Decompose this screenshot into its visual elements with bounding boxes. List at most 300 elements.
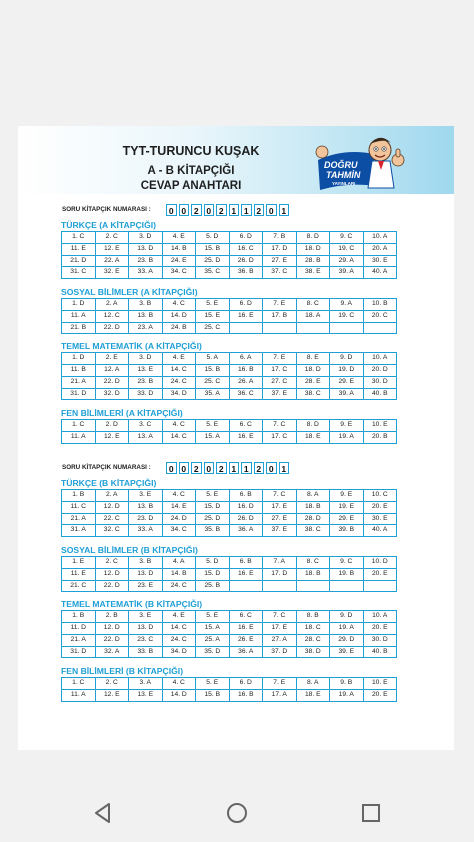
code-digit: 2 xyxy=(191,462,202,474)
table-row xyxy=(62,634,397,646)
answer-cell: 19. A xyxy=(330,690,364,702)
answer-cell: 7. E xyxy=(263,299,297,311)
answer-cell: 38. C xyxy=(296,388,330,400)
answer-cell: 28. D xyxy=(296,513,330,525)
answer-cell: 27. E xyxy=(263,255,297,267)
answer-cell: 3. C xyxy=(129,420,163,432)
code-digit: 1 xyxy=(279,204,290,216)
code-digit: 0 xyxy=(166,462,177,474)
section-title: FEN BİLİMLERİ (B KİTAPÇIĞI) xyxy=(61,666,184,677)
answer-cell: 23. D xyxy=(129,513,163,525)
answer-cell: 9. C xyxy=(330,232,364,244)
answer-cell: 18. B xyxy=(296,501,330,513)
table-row xyxy=(62,310,397,322)
answer-cell: 31. D xyxy=(62,388,96,400)
answer-cell: 6. D xyxy=(229,232,263,244)
answer-cell: 3. E xyxy=(129,490,163,502)
answer-cell: 22. D xyxy=(95,376,129,388)
answer-cell: 7. E xyxy=(263,678,297,690)
answer-cell: 9. E xyxy=(330,420,364,432)
answer-cell: 28. E xyxy=(296,376,330,388)
answer-cell: 12. E xyxy=(95,243,129,255)
answer-cell: 37. D xyxy=(263,646,297,658)
answer-cell: 33. A xyxy=(129,525,163,537)
answer-cell: 23. A xyxy=(129,322,163,334)
recents-square-icon[interactable] xyxy=(356,798,386,828)
answer-cell: 21. A xyxy=(62,634,96,646)
answer-cell: 40. B xyxy=(363,646,397,658)
answer-cell: 7. B xyxy=(263,232,297,244)
answer-cell: 21. C xyxy=(62,580,96,592)
answer-cell: 17. B xyxy=(263,310,297,322)
answer-cell: 33. D xyxy=(129,388,163,400)
answer-cell: 37. E xyxy=(263,525,297,537)
answer-cell: 11. C xyxy=(62,501,96,513)
answer-cell: 9. B xyxy=(330,678,364,690)
answer-cell: 13. E xyxy=(129,365,163,377)
answer-cell: 1. D xyxy=(62,353,96,365)
answer-cell: 38. E xyxy=(296,267,330,279)
code-digit: 0 xyxy=(266,462,277,474)
answer-cell: 20. E xyxy=(363,501,397,513)
answer-cell: 21. A xyxy=(62,376,96,388)
answer-cell: 9. A xyxy=(330,299,364,311)
answer-section xyxy=(61,545,397,592)
answer-cell: 20. E xyxy=(363,568,397,580)
table-row xyxy=(62,232,397,244)
answer-cell: 14. C xyxy=(162,365,196,377)
answer-cell: 25. D xyxy=(196,255,230,267)
answer-cell: 27. E xyxy=(263,513,297,525)
answer-cell: 5. D xyxy=(196,557,230,569)
answer-cell: 12. A xyxy=(95,365,129,377)
answer-cell: 28. C xyxy=(296,634,330,646)
answer-cell: 36. B xyxy=(229,267,263,279)
answer-cell: 3. A xyxy=(129,678,163,690)
answer-cell: 2. D xyxy=(95,420,129,432)
answer-cell: 13. D xyxy=(129,623,163,635)
answer-cell: 5. E xyxy=(196,611,230,623)
answer-cell: 1. D xyxy=(62,299,96,311)
answer-cell: 33. B xyxy=(129,646,163,658)
answer-cell: 4. C xyxy=(162,420,196,432)
answer-cell: 10. E xyxy=(363,420,397,432)
answer-cell: 6. C xyxy=(229,611,263,623)
answer-cell xyxy=(330,580,364,592)
code-digit: 1 xyxy=(241,462,252,474)
answer-cell: 17. C xyxy=(263,365,297,377)
answer-cell: 20. B xyxy=(363,432,397,444)
table-row xyxy=(62,678,397,690)
answer-table xyxy=(61,419,397,444)
answer-cell: 10. D xyxy=(363,557,397,569)
answer-cell: 17. A xyxy=(263,690,297,702)
answer-cell: 34. C xyxy=(162,267,196,279)
answer-cell: 20. E xyxy=(363,690,397,702)
answer-cell: 4. A xyxy=(162,557,196,569)
answer-cell: 2. C xyxy=(95,678,129,690)
answer-cell xyxy=(263,322,297,334)
answer-cell: 6. D xyxy=(229,299,263,311)
answer-cell: 31. D xyxy=(62,646,96,658)
logo-word-yayinlari: YAYINLARI xyxy=(332,181,356,186)
answer-cell: 10. A xyxy=(363,611,397,623)
answer-cell: 15. A xyxy=(196,623,230,635)
answer-cell: 8. E xyxy=(296,353,330,365)
answer-cell: 35. D xyxy=(196,646,230,658)
code-digit: 0 xyxy=(166,204,177,216)
answer-cell: 12. E xyxy=(95,432,129,444)
answer-cell: 12. E xyxy=(95,690,129,702)
answer-cell: 16. C xyxy=(229,243,263,255)
answer-cell: 34. D xyxy=(162,646,196,658)
answer-cell: 20. E xyxy=(363,623,397,635)
answer-cell: 9. C xyxy=(330,557,364,569)
answer-cell: 15. B xyxy=(196,690,230,702)
answer-cell: 39. A xyxy=(330,267,364,279)
answer-cell: 32. A xyxy=(95,646,129,658)
answer-cell: 29. D xyxy=(330,634,364,646)
table-row xyxy=(62,525,397,537)
answer-cell: 4. C xyxy=(162,490,196,502)
answer-cell: 2. E xyxy=(95,353,129,365)
answer-cell: 25. A xyxy=(196,634,230,646)
answer-cell: 14. B xyxy=(162,243,196,255)
answer-cell: 22. D xyxy=(95,634,129,646)
answer-cell: 33. A xyxy=(129,267,163,279)
answer-cell: 17. E xyxy=(263,501,297,513)
answer-cell: 2. C xyxy=(95,232,129,244)
answer-cell: 17. D xyxy=(263,243,297,255)
answer-key-subtitle: CEVAP ANAHTARI xyxy=(140,180,242,192)
section-title: TEMEL MATEMATİK (A KİTAPÇIĞI) xyxy=(61,341,202,352)
answer-cell: 32. E xyxy=(95,267,129,279)
booklet-code-label: SORU KİTAPÇIK NUMARASI : xyxy=(62,464,151,471)
section-title: TÜRKÇE (A KİTAPÇIĞI) xyxy=(61,220,157,230)
answer-cell: 6. B xyxy=(229,557,263,569)
answer-cell xyxy=(363,580,397,592)
answer-cell xyxy=(296,322,330,334)
answer-cell: 32. C xyxy=(95,525,129,537)
answer-cell: 6. B xyxy=(229,490,263,502)
answer-cell: 39. B xyxy=(330,525,364,537)
code-digit: 2 xyxy=(254,462,265,474)
code-digit: 0 xyxy=(179,462,190,474)
answer-cell: 6. C xyxy=(229,420,263,432)
answer-cell xyxy=(330,322,364,334)
answer-cell: 10. C xyxy=(363,490,397,502)
answer-cell: 20. D xyxy=(363,365,397,377)
answer-cell: 19. D xyxy=(330,365,364,377)
answer-cell: 24. D xyxy=(162,513,196,525)
answer-cell: 24. C xyxy=(162,634,196,646)
booklet-a-code-row xyxy=(18,204,454,218)
answer-cell: 1. C xyxy=(62,232,96,244)
answer-cell: 13. B xyxy=(129,310,163,322)
answer-cell: 12. C xyxy=(95,310,129,322)
code-digit: 0 xyxy=(179,204,190,216)
answer-cell: 16. E xyxy=(229,568,263,580)
answer-cell: 3. D xyxy=(129,353,163,365)
code-digit: 2 xyxy=(254,204,265,216)
answer-cell: 8. B xyxy=(296,611,330,623)
answer-cell: 25. B xyxy=(196,580,230,592)
answer-cell: 18. D xyxy=(296,365,330,377)
answer-cell: 36. A xyxy=(229,525,263,537)
answer-cell: 30. D xyxy=(363,376,397,388)
answer-cell: 10. A xyxy=(363,353,397,365)
table-row xyxy=(62,420,397,432)
answer-cell: 32. D xyxy=(95,388,129,400)
section-title: FEN BİLİMLERİ (A KİTAPÇIĞI) xyxy=(61,408,183,419)
answer-cell: 18. B xyxy=(296,568,330,580)
answer-cell xyxy=(363,322,397,334)
answer-cell: 22. D xyxy=(95,580,129,592)
answer-cell xyxy=(263,580,297,592)
table-row xyxy=(62,267,397,279)
answer-cell: 37. E xyxy=(263,388,297,400)
answer-cell: 31. C xyxy=(62,267,96,279)
answer-cell xyxy=(229,580,263,592)
answer-cell: 14. E xyxy=(162,501,196,513)
table-row xyxy=(62,501,397,513)
answer-cell: 16. B xyxy=(229,365,263,377)
answer-cell: 17. C xyxy=(263,432,297,444)
answer-section xyxy=(61,341,397,400)
answer-cell: 6. D xyxy=(229,678,263,690)
answer-cell: 38. D xyxy=(296,646,330,658)
answer-cell: 19. C xyxy=(330,310,364,322)
code-digit: 1 xyxy=(229,204,240,216)
answer-cell: 35. B xyxy=(196,525,230,537)
answer-cell: 16. E xyxy=(229,432,263,444)
answer-cell: 11. A xyxy=(62,432,96,444)
code-digit: 2 xyxy=(191,204,202,216)
answer-cell: 27. A xyxy=(263,634,297,646)
logo-word-tahmin: TAHMİN xyxy=(326,170,361,180)
answer-cell: 14. B xyxy=(162,568,196,580)
table-row xyxy=(62,432,397,444)
answer-table xyxy=(61,298,397,334)
answer-cell: 5. E xyxy=(196,490,230,502)
answer-cell: 2. C xyxy=(95,557,129,569)
answer-section xyxy=(61,220,397,279)
answer-table xyxy=(61,231,397,279)
answer-cell: 8. D xyxy=(296,420,330,432)
code-digit: 0 xyxy=(204,204,215,216)
answer-cell: 14. D xyxy=(162,310,196,322)
answer-cell: 9. D xyxy=(330,611,364,623)
table-row xyxy=(62,365,397,377)
answer-cell: 16. B xyxy=(229,690,263,702)
answer-cell: 40. A xyxy=(363,267,397,279)
section-title: SOSYAL BİLİMLER (A KİTAPÇIĞI) xyxy=(61,287,198,298)
answer-cell: 12. D xyxy=(95,568,129,580)
answer-cell: 27. C xyxy=(263,376,297,388)
answer-cell: 39. A xyxy=(330,388,364,400)
answer-cell: 7. C xyxy=(263,490,297,502)
answer-cell: 19. E xyxy=(330,501,364,513)
answer-cell: 5. E xyxy=(196,299,230,311)
answer-table xyxy=(61,352,397,400)
table-row xyxy=(62,557,397,569)
answer-cell: 12. D xyxy=(95,623,129,635)
answer-cell: 26. A xyxy=(229,376,263,388)
answer-cell: 13. E xyxy=(129,690,163,702)
answer-cell: 25. C xyxy=(196,376,230,388)
answer-cell: 19. A xyxy=(330,623,364,635)
answer-cell: 8. A xyxy=(296,490,330,502)
table-row xyxy=(62,376,397,388)
answer-cell: 8. C xyxy=(296,557,330,569)
table-row xyxy=(62,568,397,580)
answer-cell: 15. D xyxy=(196,568,230,580)
answer-cell: 14. C xyxy=(162,623,196,635)
section-title: TÜRKÇE (B KİTAPÇIĞI) xyxy=(61,478,157,488)
answer-cell: 26. D xyxy=(229,513,263,525)
table-row xyxy=(62,322,397,334)
answer-cell: 7. C xyxy=(263,420,297,432)
answer-cell: 23. B xyxy=(129,376,163,388)
answer-cell: 25. C xyxy=(196,322,230,334)
answer-cell: 28. B xyxy=(296,255,330,267)
answer-cell: 34. C xyxy=(162,525,196,537)
answer-cell: 31. A xyxy=(62,525,96,537)
answer-cell: 40. B xyxy=(363,388,397,400)
answer-cell: 11. A xyxy=(62,690,96,702)
answer-cell: 11. D xyxy=(62,623,96,635)
booklet-b-code-digits xyxy=(166,462,291,474)
answer-cell: 4. E xyxy=(162,232,196,244)
answer-cell: 14. C xyxy=(162,432,196,444)
answer-cell: 1. C xyxy=(62,420,96,432)
android-navigation-bar xyxy=(0,784,474,842)
dogru-tahmin-logo xyxy=(314,130,406,194)
answer-cell: 38. C xyxy=(296,525,330,537)
back-triangle-icon[interactable] xyxy=(88,798,118,828)
answer-cell: 30. D xyxy=(363,634,397,646)
answer-section xyxy=(61,408,397,444)
answer-cell: 11. A xyxy=(62,310,96,322)
code-digit: 1 xyxy=(279,462,290,474)
code-digit: 0 xyxy=(204,462,215,474)
answer-cell: 19. B xyxy=(330,568,364,580)
document-header xyxy=(18,126,454,194)
code-digit: 2 xyxy=(216,204,227,216)
answer-cell: 18. A xyxy=(296,310,330,322)
answer-cell: 11. E xyxy=(62,243,96,255)
answer-cell: 24. E xyxy=(162,255,196,267)
answer-cell: 21. B xyxy=(62,322,96,334)
answer-section xyxy=(61,478,397,537)
answer-key-document xyxy=(18,126,454,750)
table-row xyxy=(62,690,397,702)
answer-cell: 17. E xyxy=(263,623,297,635)
answer-cell: 36. A xyxy=(229,646,263,658)
answer-cell: 7. C xyxy=(263,611,297,623)
code-digit: 1 xyxy=(241,204,252,216)
answer-cell: 19. C xyxy=(330,243,364,255)
answer-cell xyxy=(296,580,330,592)
home-circle-icon[interactable] xyxy=(222,798,252,828)
answer-cell: 29. E xyxy=(330,376,364,388)
answer-cell: 11. E xyxy=(62,568,96,580)
answer-cell xyxy=(229,322,263,334)
answer-cell: 10. E xyxy=(363,678,397,690)
answer-cell: 15. B xyxy=(196,365,230,377)
answer-cell: 3. B xyxy=(129,299,163,311)
answer-cell: 2. B xyxy=(95,611,129,623)
answer-cell: 25. D xyxy=(196,513,230,525)
answer-cell: 34. D xyxy=(162,388,196,400)
answer-cell: 5. D xyxy=(196,232,230,244)
answer-cell: 18. D xyxy=(296,243,330,255)
answer-cell: 24. B xyxy=(162,322,196,334)
table-row xyxy=(62,623,397,635)
section-title: SOSYAL BİLİMLER (B KİTAPÇIĞI) xyxy=(61,545,198,556)
answer-section xyxy=(61,599,397,658)
answer-cell: 21. D xyxy=(62,255,96,267)
table-row xyxy=(62,490,397,502)
answer-cell: 16. E xyxy=(229,310,263,322)
answer-cell: 17. D xyxy=(263,568,297,580)
answer-cell: 30. E xyxy=(363,255,397,267)
answer-cell: 23. B xyxy=(129,255,163,267)
answer-cell: 20. C xyxy=(363,310,397,322)
answer-cell: 26. D xyxy=(229,255,263,267)
answer-cell: 36. C xyxy=(229,388,263,400)
answer-cell: 19. A xyxy=(330,432,364,444)
answer-table xyxy=(61,610,397,658)
answer-section xyxy=(61,287,397,334)
table-row xyxy=(62,646,397,658)
table-row xyxy=(62,243,397,255)
answer-cell: 23. E xyxy=(129,580,163,592)
answer-cell: 16. D xyxy=(229,501,263,513)
answer-cell: 18. E xyxy=(296,432,330,444)
answer-cell: 37. C xyxy=(263,267,297,279)
table-row xyxy=(62,255,397,267)
answer-cell: 30. E xyxy=(363,513,397,525)
table-row xyxy=(62,299,397,311)
answer-cell: 10. B xyxy=(363,299,397,311)
table-row xyxy=(62,611,397,623)
answer-cell: 13. D xyxy=(129,243,163,255)
answer-cell: 5. E xyxy=(196,420,230,432)
answer-cell: 35. C xyxy=(196,267,230,279)
section-title: TEMEL MATEMATİK (B KİTAPÇIĞI) xyxy=(61,599,203,610)
answer-cell: 3. D xyxy=(129,232,163,244)
answer-cell: 12. D xyxy=(95,501,129,513)
code-digit: 2 xyxy=(216,462,227,474)
booklet-a-code-digits xyxy=(166,204,291,216)
booklet-subtitle: A - B KİTAPÇIĞI xyxy=(147,165,235,177)
answer-cell: 8. D xyxy=(296,232,330,244)
answer-cell: 1. B xyxy=(62,611,96,623)
answer-cell: 16. E xyxy=(229,623,263,635)
answer-cell: 9. D xyxy=(330,353,364,365)
answer-cell: 6. A xyxy=(229,353,263,365)
answer-cell: 29. E xyxy=(330,513,364,525)
table-row xyxy=(62,353,397,365)
answer-cell: 15. A xyxy=(196,432,230,444)
answer-table xyxy=(61,556,397,592)
answer-cell: 13. B xyxy=(129,501,163,513)
answer-cell: 2. A xyxy=(95,490,129,502)
answer-cell: 4. E xyxy=(162,611,196,623)
answer-cell: 39. E xyxy=(330,646,364,658)
answer-cell: 5. A xyxy=(196,353,230,365)
